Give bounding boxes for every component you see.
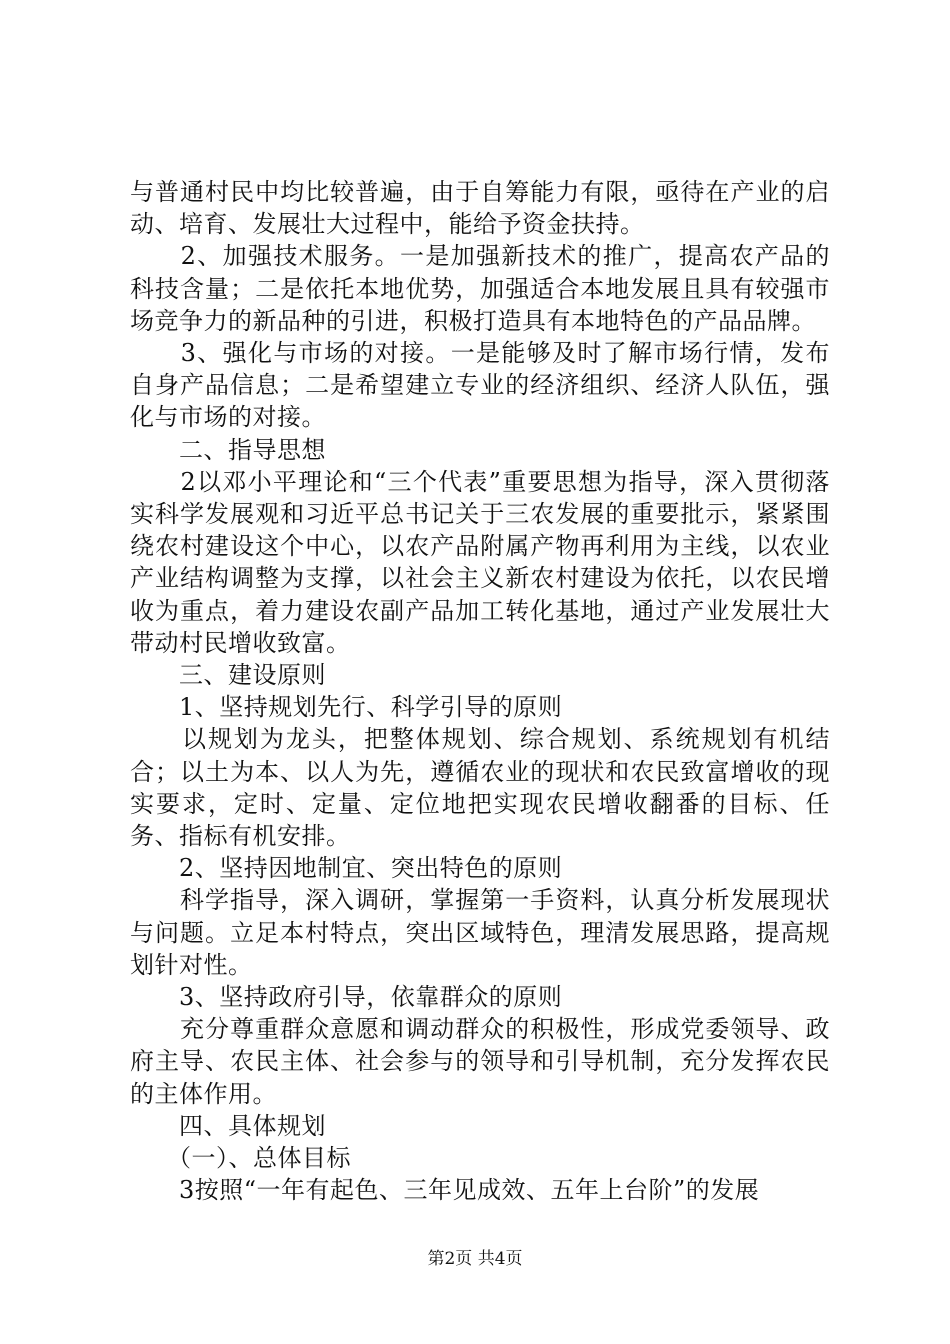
heading-specific-plan: 四、具体规划	[130, 1111, 326, 1140]
paragraph-principle-1: 以规划为龙头，把整体规划、综合规划、系统规划有机结合；以土为本、以人为先，遵循农业的现状和农民致富增收的现实要求，定时、定量、定位地把实现农民增收翻番的目标、任务、指标有机安排。	[130, 725, 830, 851]
paragraph-overall-goal: 3按照“一年有起色、三年见成效、五年上台阶”的发展	[130, 1176, 760, 1205]
paragraph-funding-need: 与普通村民中均比较普遍，由于自筹能力有限，亟待在产业的启动、培育、发展壮大过程中，能给予资金扶持。	[130, 178, 830, 239]
paragraph-market-link: 3、强化与市场的对接。一是能够及时了解市场行情，发布自身产品信息；二是希望建立专业的经济组织、经济人队伍，强化与市场的对接。	[130, 339, 830, 432]
paragraph-principle-3: 充分尊重群众意愿和调动群众的积极性，形成党委领导、政府主导、农民主体、社会参与的领导和引导机制，充分发挥农民的主体作用。	[130, 1015, 830, 1108]
document-body	[130, 176, 830, 1207]
paragraph-guiding-ideology: 2以邓小平理论和“三个代表”重要思想为指导，深入贯彻落实科学发展观和习近平总书记关于三农发展的重要批示，紧紧围绕农村建设这个中心，以农产品附属产物再利用为主线，以农业产业结构调整为支撑，以社会主义新农村建设为依托，以农民增收为重点，着力建设农副产品加工转化基地，通过产业发展壮大带动村民增收致富。	[130, 467, 830, 657]
page-footer: 第2页 共4页	[427, 1249, 523, 1269]
paragraph-principle-2: 科学指导，深入调研，掌握第一手资料，认真分析发展现状与问题。立足本村特点，突出区域特色，理清发展思路，提高规划针对性。	[130, 886, 830, 979]
subheading-principle-2: 2、坚持因地制宜、突出特色的原则	[130, 854, 563, 883]
subheading-principle-1: 1、坚持规划先行、科学引导的原则	[130, 693, 563, 722]
heading-construction-principles: 三、建设原则	[130, 661, 326, 690]
subheading-principle-3: 3、坚持政府引导，依靠群众的原则	[130, 983, 563, 1012]
paragraph-tech-service: 2、加强技术服务。一是加强新技术的推广，提高农产品的科技含量；二是依托本地优势，加强适合本地发展且具有较强市场竞争力的新品种的引进，积极打造具有本地特色的产品品牌。	[130, 242, 830, 335]
subheading-overall-goal: （一）、总体目标	[130, 1144, 351, 1173]
heading-guiding-ideology: 二、指导思想	[130, 435, 326, 464]
